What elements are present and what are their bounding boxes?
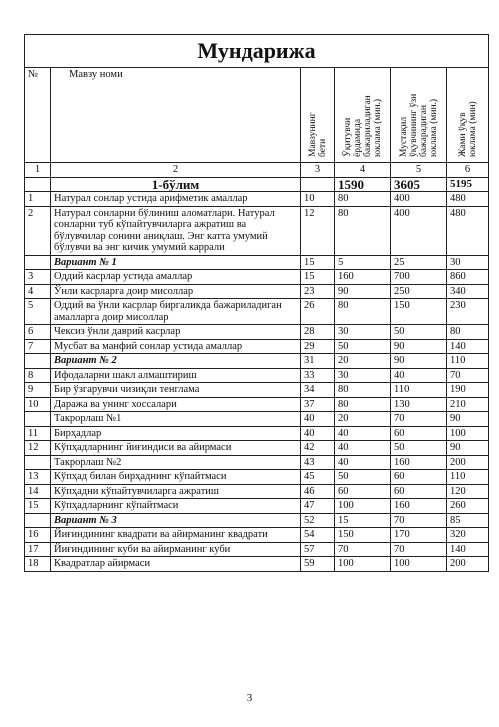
row-number: 3: [25, 270, 51, 285]
row-teacher-minutes: 70: [335, 542, 391, 557]
table-row: [25, 325, 489, 340]
colnum: 6: [447, 163, 489, 178]
row-page: 15: [301, 270, 335, 285]
section-teacher-total: 1590: [335, 177, 391, 192]
row-total-minutes: 190: [447, 383, 489, 398]
row-self-minutes: 50: [391, 441, 447, 456]
row-teacher-minutes: 15: [335, 513, 391, 528]
row-teacher-minutes: 50: [335, 470, 391, 485]
row-number: 6: [25, 325, 51, 340]
row-topic: Оддий касрлар устида амаллар: [51, 270, 301, 285]
header-num: №: [25, 68, 51, 163]
row-self-minutes: 70: [391, 513, 447, 528]
row-teacher-minutes: 80: [335, 192, 391, 207]
colnum: 5: [391, 163, 447, 178]
row-teacher-minutes: 5: [335, 255, 391, 270]
row-teacher-minutes: 80: [335, 299, 391, 325]
row-total-minutes: 480: [447, 206, 489, 255]
row-teacher-minutes: 100: [335, 499, 391, 514]
row-number: 16: [25, 528, 51, 543]
row-topic: Ифодаларни шакл алмаштириш: [51, 368, 301, 383]
row-teacher-minutes: 90: [335, 284, 391, 299]
row-self-minutes: 50: [391, 325, 447, 340]
row-self-minutes: 40: [391, 368, 447, 383]
row-page: 37: [301, 397, 335, 412]
contents-table: [24, 34, 489, 572]
row-number: 7: [25, 339, 51, 354]
row-topic: Кўпҳад билан бирҳаднинг кўпайтмаси: [51, 470, 301, 485]
row-number: [25, 513, 51, 528]
row-self-minutes: 400: [391, 206, 447, 255]
row-page: 12: [301, 206, 335, 255]
row-total-minutes: 90: [447, 441, 489, 456]
row-teacher-minutes: 80: [335, 206, 391, 255]
row-page: 29: [301, 339, 335, 354]
row-page: 52: [301, 513, 335, 528]
header-row: [25, 68, 489, 163]
row-topic: Ўнли касрларга доир мисоллар: [51, 284, 301, 299]
row-topic: Оддий ва ўнли касрлар биргаликда бажариладиган амалларга доир мисоллар: [51, 299, 301, 325]
row-teacher-minutes: 40: [335, 426, 391, 441]
row-self-minutes: 110: [391, 383, 447, 398]
row-teacher-minutes: 160: [335, 270, 391, 285]
row-topic: Чексиз ўнли даврий касрлар: [51, 325, 301, 340]
row-total-minutes: 480: [447, 192, 489, 207]
row-number: [25, 412, 51, 427]
row-page: 23: [301, 284, 335, 299]
row-self-minutes: 170: [391, 528, 447, 543]
row-number: 18: [25, 557, 51, 572]
colnum: 3: [301, 163, 335, 178]
row-page: 40: [301, 426, 335, 441]
row-self-minutes: 400: [391, 192, 447, 207]
row-total-minutes: 110: [447, 470, 489, 485]
table-row: [25, 557, 489, 572]
row-page: 28: [301, 325, 335, 340]
row-total-minutes: 30: [447, 255, 489, 270]
row-number: 4: [25, 284, 51, 299]
row-number: 12: [25, 441, 51, 456]
row-page: 45: [301, 470, 335, 485]
row-page: 42: [301, 441, 335, 456]
row-total-minutes: 230: [447, 299, 489, 325]
row-topic: Вариант № 3: [51, 513, 301, 528]
row-number: 2: [25, 206, 51, 255]
colnum: 2: [51, 163, 301, 178]
table-row: [25, 412, 489, 427]
row-page: 33: [301, 368, 335, 383]
row-page: 54: [301, 528, 335, 543]
row-number: 1: [25, 192, 51, 207]
row-self-minutes: 150: [391, 299, 447, 325]
table-row: [25, 354, 489, 369]
table-row: [25, 499, 489, 514]
row-topic: Квадратлар айирмаси: [51, 557, 301, 572]
row-total-minutes: 140: [447, 339, 489, 354]
row-total-minutes: 200: [447, 557, 489, 572]
table-row: [25, 192, 489, 207]
table-row: [25, 255, 489, 270]
table-row: [25, 284, 489, 299]
row-total-minutes: 110: [447, 354, 489, 369]
row-page: 34: [301, 383, 335, 398]
row-total-minutes: 340: [447, 284, 489, 299]
row-self-minutes: 60: [391, 470, 447, 485]
row-total-minutes: 70: [447, 368, 489, 383]
row-page: 46: [301, 484, 335, 499]
row-teacher-minutes: 40: [335, 455, 391, 470]
table-row: [25, 528, 489, 543]
table-row: [25, 513, 489, 528]
row-total-minutes: 140: [447, 542, 489, 557]
row-self-minutes: 160: [391, 455, 447, 470]
row-total-minutes: 90: [447, 412, 489, 427]
row-total-minutes: 120: [447, 484, 489, 499]
row-self-minutes: 130: [391, 397, 447, 412]
row-self-minutes: 90: [391, 354, 447, 369]
table-row: [25, 441, 489, 456]
row-page: 57: [301, 542, 335, 557]
row-total-minutes: 85: [447, 513, 489, 528]
table-row: [25, 455, 489, 470]
row-teacher-minutes: 80: [335, 383, 391, 398]
row-number: 14: [25, 484, 51, 499]
row-teacher-minutes: 20: [335, 354, 391, 369]
row-self-minutes: 250: [391, 284, 447, 299]
row-teacher-minutes: 80: [335, 397, 391, 412]
row-page: 43: [301, 455, 335, 470]
row-teacher-minutes: 30: [335, 368, 391, 383]
row-self-minutes: 60: [391, 426, 447, 441]
row-topic: Мусбат ва манфий сонлар устида амаллар: [51, 339, 301, 354]
header-page: Мавзунинг бети: [307, 112, 328, 157]
row-topic: Вариант № 2: [51, 354, 301, 369]
row-topic: Йиғиндининг куби ва айирманинг куби: [51, 542, 301, 557]
row-self-minutes: 160: [391, 499, 447, 514]
table-row: [25, 484, 489, 499]
column-number-row: [25, 163, 489, 178]
row-topic: Йиғиндининг квадрати ва айирманинг квадрати: [51, 528, 301, 543]
section-self-total: 3605: [391, 177, 447, 192]
row-topic: Такрорлаш №2: [51, 455, 301, 470]
row-total-minutes: 260: [447, 499, 489, 514]
table-row: [25, 339, 489, 354]
row-topic: Даража ва унинг хоссалари: [51, 397, 301, 412]
row-page: 26: [301, 299, 335, 325]
row-number: 11: [25, 426, 51, 441]
row-topic: Натурал сонларни бўлиниш аломатлари. Натурал сонларни туб кўпайтувчиларга ажратиш ва бўлувчилар сонини аниқлаш. Энг катта умумий бўлувчи ва энг кичик умумий каррали: [51, 206, 301, 255]
row-topic: Бир ўзгарувчи чизиқли тенглама: [51, 383, 301, 398]
table-row: [25, 426, 489, 441]
row-number: 15: [25, 499, 51, 514]
row-self-minutes: 90: [391, 339, 447, 354]
row-topic: Бирҳадлар: [51, 426, 301, 441]
table-row: [25, 270, 489, 285]
table-row: [25, 397, 489, 412]
row-topic: Натурал сонлар устида арифметик амаллар: [51, 192, 301, 207]
row-page: 15: [301, 255, 335, 270]
row-teacher-minutes: 100: [335, 557, 391, 572]
row-total-minutes: 320: [447, 528, 489, 543]
page-number: 3: [246, 692, 253, 704]
row-total-minutes: 200: [447, 455, 489, 470]
row-number: 9: [25, 383, 51, 398]
row-total-minutes: 860: [447, 270, 489, 285]
header-self: Мустақил ўқувчининг ўзи бажарадиган юклама (мин.): [398, 93, 439, 157]
table-row: [25, 299, 489, 325]
row-teacher-minutes: 150: [335, 528, 391, 543]
section-grand-total: 5195: [447, 177, 489, 192]
row-teacher-minutes: 40: [335, 441, 391, 456]
row-total-minutes: 100: [447, 426, 489, 441]
row-page: 47: [301, 499, 335, 514]
row-self-minutes: 70: [391, 542, 447, 557]
row-page: 31: [301, 354, 335, 369]
header-teacher: Ўқитувчи ёрдамида бажариладиган юклама (мин.): [342, 95, 383, 157]
row-teacher-minutes: 60: [335, 484, 391, 499]
row-self-minutes: 25: [391, 255, 447, 270]
row-number: [25, 455, 51, 470]
row-self-minutes: 60: [391, 484, 447, 499]
colnum: 1: [25, 163, 51, 178]
table-row: [25, 470, 489, 485]
table-row: [25, 368, 489, 383]
header-total: Жами ўқув юклама (мин): [457, 101, 478, 157]
table-row: [25, 542, 489, 557]
row-teacher-minutes: 50: [335, 339, 391, 354]
section-row: [25, 177, 489, 192]
row-page: 10: [301, 192, 335, 207]
row-topic: Такрорлаш №1: [51, 412, 301, 427]
table-row: [25, 383, 489, 398]
row-number: 5: [25, 299, 51, 325]
colnum: 4: [335, 163, 391, 178]
row-topic: Кўпҳадларнинг йиғиндиси ва айирмаси: [51, 441, 301, 456]
row-self-minutes: 70: [391, 412, 447, 427]
row-topic: Кўпҳадни кўпайтувчиларга ажратиш: [51, 484, 301, 499]
row-self-minutes: 100: [391, 557, 447, 572]
row-number: 17: [25, 542, 51, 557]
row-page: 59: [301, 557, 335, 572]
row-topic: Вариант № 1: [51, 255, 301, 270]
row-number: 13: [25, 470, 51, 485]
section-title: 1-бўлим: [51, 177, 301, 192]
header-topic: Мавзу номи: [51, 68, 301, 163]
row-number: [25, 354, 51, 369]
row-teacher-minutes: 20: [335, 412, 391, 427]
row-total-minutes: 80: [447, 325, 489, 340]
row-number: 8: [25, 368, 51, 383]
row-total-minutes: 210: [447, 397, 489, 412]
row-number: 10: [25, 397, 51, 412]
row-page: 40: [301, 412, 335, 427]
row-topic: Кўпҳадларнинг кўпайтмаси: [51, 499, 301, 514]
table-row: [25, 206, 489, 255]
row-teacher-minutes: 30: [335, 325, 391, 340]
row-number: [25, 255, 51, 270]
document-title: Мундарижа: [25, 35, 489, 68]
row-self-minutes: 700: [391, 270, 447, 285]
